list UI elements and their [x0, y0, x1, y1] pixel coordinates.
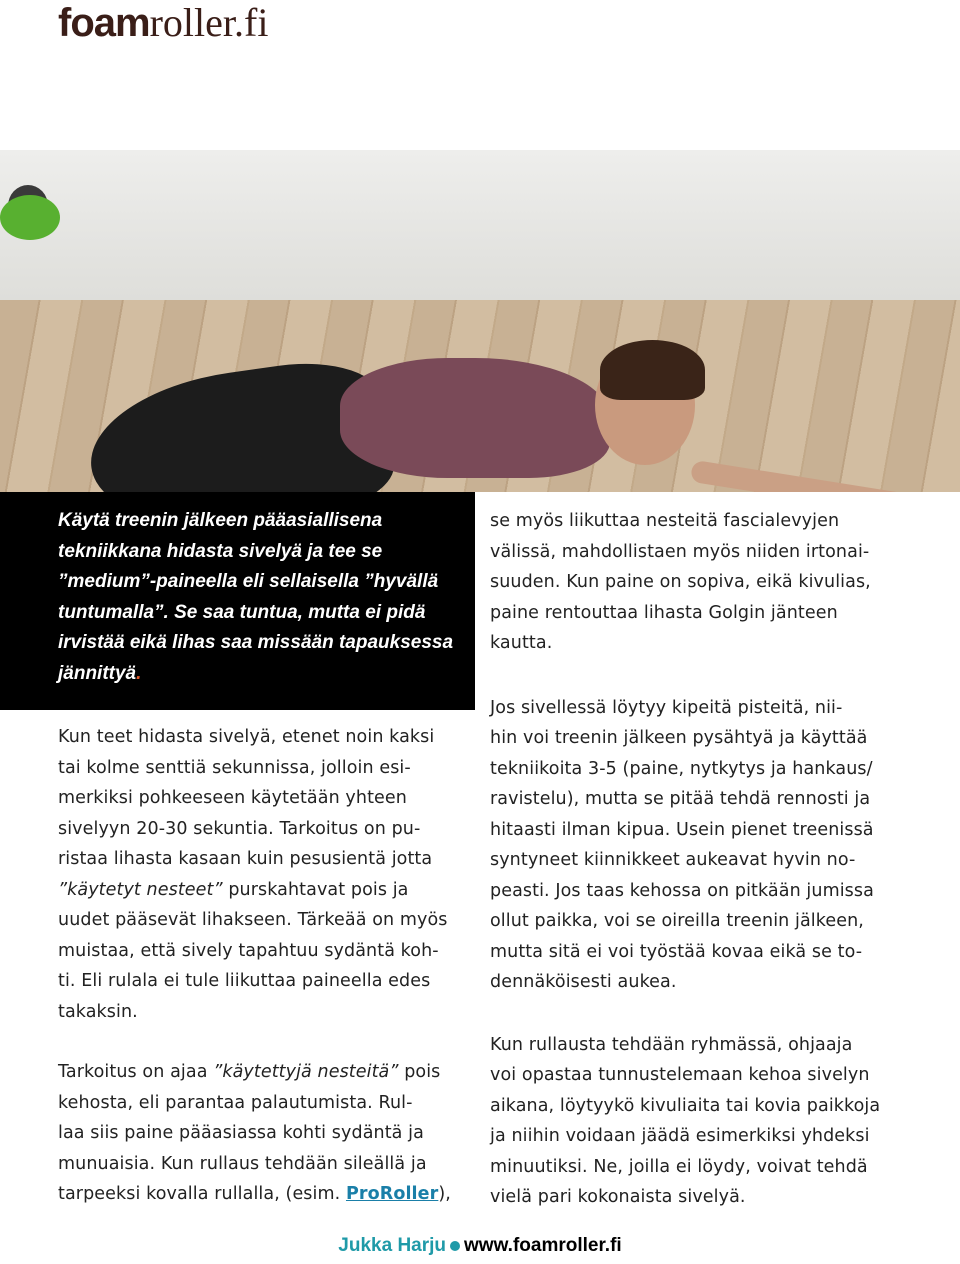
- logo-light-text: roller.fi: [149, 0, 269, 45]
- left-column: [58, 722, 478, 1210]
- left-p1-text-a: Kun teet hidasta sivelyä, etenet noin kaksi tai kolme senttiä sekunnissa, jolloin esi- merkiksi pohkeeseen käytetään yhteen sivelyyn 20-30 sekuntia. Tarkoitus on pu- ristaa lihasta kasaan kuin pesusientä jotta: [58, 727, 435, 869]
- footer-dot-icon: [450, 1241, 460, 1251]
- kettlebell-icon: [0, 195, 60, 240]
- left-p1-emphasis: ”käytetyt nesteet”: [58, 879, 223, 900]
- hero-photo: [0, 150, 960, 492]
- site-logo: [58, 0, 268, 46]
- right-paragraph-3: Kun rullausta tehdään ryhmässä, ohjaaja voi opastaa tunnustelemaan kehoa sivelyn aikana, löytyykö kivuliaita tai kovia paikkoja ja niihin voidaan jäädä esimerkiksi yhdeksi minuutiksi. Ne, joilla ei löydy, voivat tehdä vielä pari kokonaista sivelyä.: [490, 1034, 881, 1207]
- callout-text: [58, 506, 468, 689]
- photo-wall: [0, 150, 960, 320]
- photo-torso: [340, 358, 610, 478]
- right-paragraph-2: Jos sivellessä löytyy kipeitä pisteitä, nii- hin voi treenin jälkeen pysähtyä ja käyttää tekniikoita 3-5 (paine, nytkytys ja hankaus/ ravistelu), mutta se pitää tehdä rennosti ja hitaasti ilman kipua. Usein pienet treenissä syntyneet kiinnikkeet aukeavat hyvin no- peasti. Jos taas kehossa on pitkään jumissa ollut paikka, voi se oireilla treenin jälkeen, mutta sitä ei voi työstää kovaa eikä se to- dennäköisesti aukea.: [490, 697, 874, 992]
- callout-body: Käytä treenin jälkeen pääasiallisena tekniikkana hidasta sivelyä ja tee se ”medium”-paineella eli sellaisella ”hyvällä tuntumalla”. Se saa tuntua, mutta ei pidä irvistää eikä lihas saa missään tapauksessa jännittyä: [58, 510, 454, 684]
- left-p2-emphasis: ”käytettyjä nesteitä”: [213, 1062, 399, 1082]
- right-paragraph-1: se myös liikuttaa nesteitä fascialevyjen välissä, mahdollistaen myös niiden irtonai- suuden. Kun paine on sopiva, eikä kivulias, paine rentouttaa lihasta Golgin jänteen kautta.: [490, 511, 871, 653]
- callout-end-mark: .: [136, 662, 142, 684]
- left-p1-text-b: purskahtavat pois ja uudet pääsevät lihakseen. Tärkeää on myös muistaa, että sively tapahtuu sydäntä koh- ti. Eli rulala ei tule liikuttaa paineella edes takaksin.: [58, 879, 448, 1022]
- left-p2-text-a: Tarkoitus on ajaa: [58, 1062, 214, 1082]
- left-p2-text-c: ),: [438, 1184, 451, 1204]
- footer-author: Jukka Harju: [338, 1235, 447, 1256]
- footer-url[interactable]: www.foamroller.fi: [464, 1235, 622, 1256]
- callout-box: [0, 492, 475, 710]
- photo-hair: [600, 340, 705, 400]
- page-footer: [0, 1235, 960, 1257]
- logo-bold-text: foam: [58, 1, 150, 45]
- left-paragraph-2: [58, 1057, 478, 1210]
- left-paragraph-1: [58, 722, 478, 1027]
- right-column: [490, 506, 920, 1213]
- proroller-link[interactable]: ProRoller: [345, 1184, 439, 1204]
- left-p2-text-b: pois kehosta, eli parantaa palautumista. Rul- laa siis paine pääasiassa kohti sydäntä ja munuaisia. Kun rullaus tehdään sileällä ja tarpeeksi kovalla rullalla, (esim.: [58, 1062, 441, 1204]
